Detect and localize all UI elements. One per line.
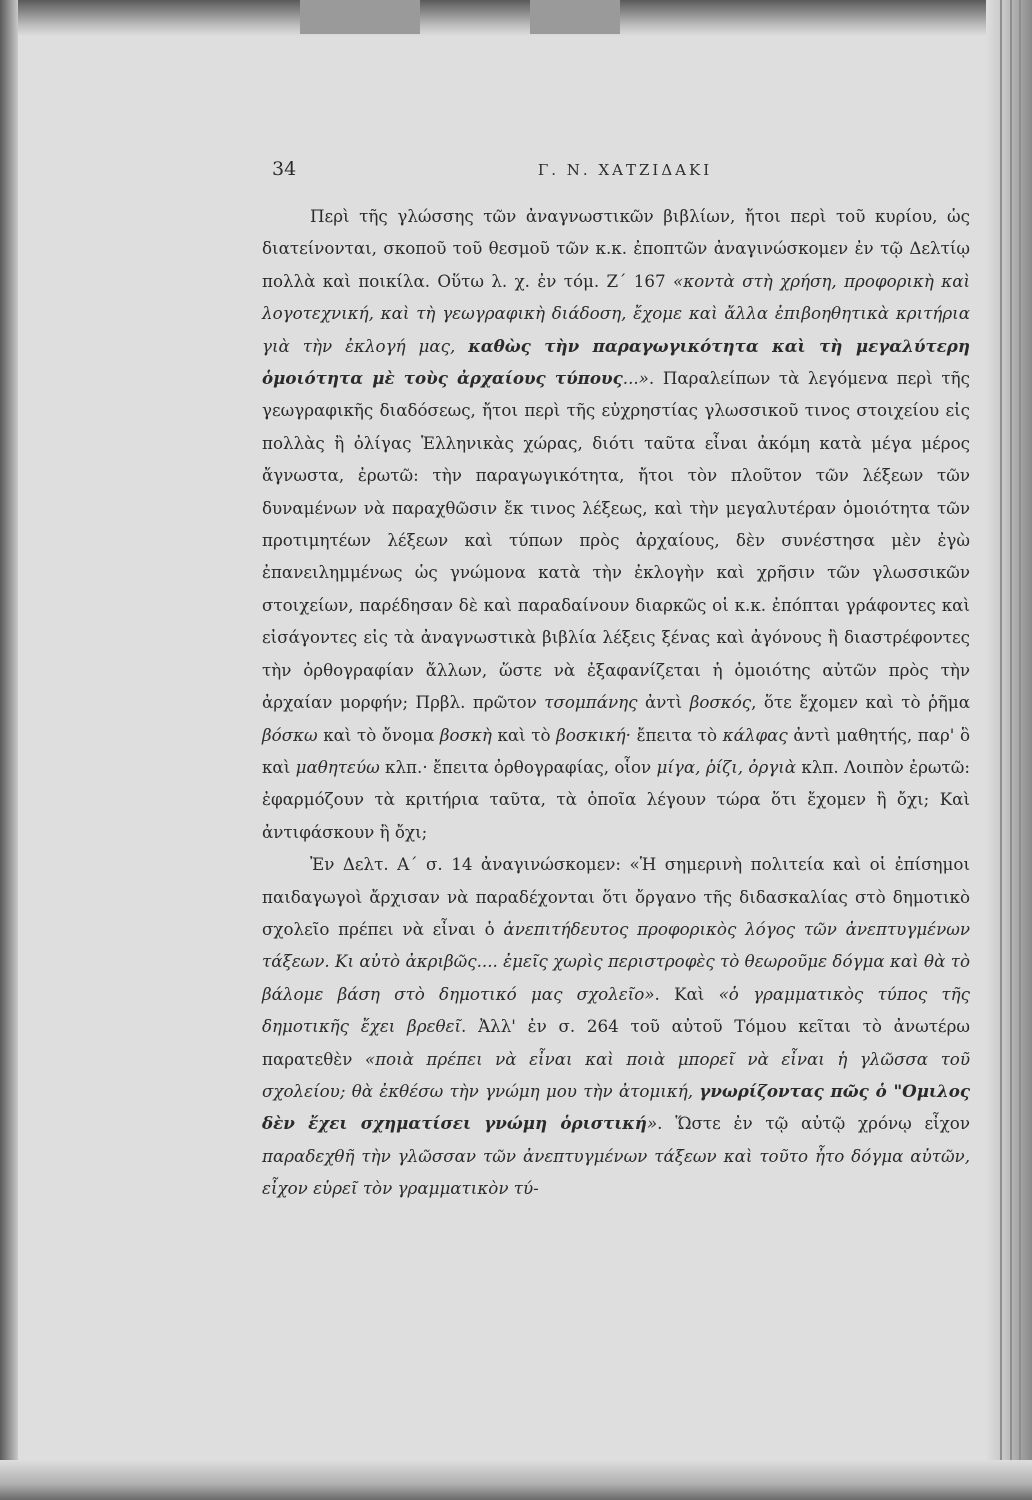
text-run: «κοντὰ στὴ χρήση, προφορικὴ καὶ λογοτεχνική, καὶ τὴ γεωγραφικὴ διάδοση, ἔχομε καὶ ἄλλα ἐπιβοηθητικὰ κριτήρια γιὰ τὴν ἐκλογή μας, [262, 270, 971, 356]
text-run: Περὶ τῆς γλώσσης τῶν ἀναγνωστικῶν βιβλίων, ἤτοι περὶ τοῦ κυρίου, ὡς διατείνονται, σκοποῦ τοῦ θεσμοῦ τῶν κ.κ. ἐποπτῶν ἀναγινώσκομεν ἐν τῷ Δελτίῳ πολλὰ καὶ ποικίλα. Οὕτω λ. χ. ἐν τόμ. Ζ΄ 167 [262, 206, 970, 291]
text-run: γνωρίζοντας πῶς ὁ "Ομιλος δὲν ἔχει σχηματίσει γνώμη ὁριστική [262, 1080, 970, 1134]
text-run: ἀνεπιτήδευτος προφορικὸς λόγος τῶν ἀνεπτυγμένων τάξεων. Κι αὐτὸ ἀκριβῶς.... ἐμεῖς χωρὶς περιστροφὲς τὸ θεωροῦμε δόγμα καὶ θὰ τὸ βάλομε βάση στὸ δημοτικό μας σχολεῖο» [262, 918, 970, 1004]
paragraph-2 [262, 848, 970, 1204]
text-run: παραδεχθῆ τὴν γλῶσσαν τῶν ἀνεπτυγμένων τάξεων [262, 1145, 717, 1166]
page-edge-bottom [0, 1460, 1032, 1500]
paragraph-1 [262, 200, 970, 848]
text-run: ἔπειτα τὸ [631, 724, 723, 745]
text-run: «ὁ γραμματικὸς τύπος τῆς δημοτικῆς ἔχει βρεθεῖ [262, 983, 970, 1037]
text-run: . Ὥστε ἐν τῷ αὐτῷ χρόνῳ εἶχον [657, 1113, 971, 1134]
text-run: βοσκὴ [439, 724, 492, 745]
text-run: . Παραλείπων τὰ λεγόμενα περὶ τῆς γεωγραφικῆς διαδόσεως, ἤτοι περὶ τῆς εὐχρηστίας γλωσσικοῦ τινος στοιχείου εἰς πολλὰς ἢ ὀλίγας Ἑλληνικὰς χώρας, διότι ταῦτα εἶναι ἀκόμη κατὰ μέγα μέρος ἄγνωστα, ἐρωτῶ: τὴν παραγωγικότητα, ἤτοι τὸν πλοῦτον τῶν λέξεων τῶν δυναμένων νὰ παραχθῶσιν ἔκ τινος λέξεως, καὶ τὴν μεγαλυτέραν ὁμοιότητα τῶν προτιμητέων λέξεων καὶ τύπων πρὸς ἀρχαίους, δὲν συνέστησα μὲν ἐγὼ ἐπανειλημμένως ὡς γνώμονα κατὰ τὴν ἐκλογὴν καὶ χρῆσιν τῶν γλωσσικῶν στοιχείων, παρέδησαν δὲ καὶ παραδαίνουν διαρκῶς οἱ κ.κ. ἐπόπται γράφοντες καὶ εἰσάγοντες εἰς τὰ ἀναγνωστικὰ βιβλία λέξεις ξένας καὶ ἀγόνους ἢ διαστρέφοντες τὴν ὀρθογραφίαν ἄλλων, ὥστε νὰ ἐξαφανίζεται ἡ ὁμοιότης αὐτῶν πρὸς τὴν ἀρχαίαν μορφήν; Πρβλ. πρῶτον [262, 368, 970, 713]
text-run: , ὅτε ἔχομεν καὶ τὸ ῥῆμα [751, 692, 970, 713]
page-edge-top [0, 0, 1032, 36]
text-run: καὶ τὸ [491, 724, 557, 745]
text-run: βοσκική· [556, 724, 631, 745]
text-run: μαθητεύω [295, 756, 380, 777]
text-run: . Καὶ [654, 983, 719, 1004]
text-run [717, 1146, 724, 1166]
text-run: κλπ. Λοιπὸν ἐρωτῶ: ἐφαρμόζουν τὰ κριτήρια ταῦτα, τὰ ὁποῖα λέγουν τώρα ὅτι ἔχομεν ἢ ὄχι; Καὶ ἀντιφάσκουν ἢ ὄχι; [262, 756, 971, 842]
text-run: Ἐν Δελτ. Α΄ σ. 14 ἀναγινώσκομεν: «Ἡ σημερινὴ πολιτεία καὶ οἱ ἐπίσημοι παιδαγωγοὶ ἄρχισαν νὰ παραδέχονται ὅτι ὄργανο τῆς διδασκαλίας στὸ δημοτικὸ σχολεῖο πρέπει νὰ εἶναι ὁ [262, 854, 970, 939]
text-run: ...» [622, 368, 649, 389]
running-head: Γ. Ν. ΧΑΤΖΙΔΑΚΙ [537, 161, 713, 179]
text-run: . Ἀλλ' ἐν σ. 264 τοῦ αὐτοῦ Τόμου κεῖται τὸ ἀνωτέρω παρατεθὲν [262, 1016, 970, 1069]
page-header [272, 158, 978, 188]
text-run: τσομπάνης [544, 692, 638, 713]
text-run: βοσκός [689, 692, 752, 713]
page-edge-left [0, 0, 18, 1500]
page-edge-right [986, 0, 1032, 1500]
text-run: καὶ τὸ ὄνομα [317, 724, 440, 745]
text-run: «ποιὰ πρέπει νὰ εἶναι καὶ ποιὰ μπορεῖ νὰ εἶναι ἡ γλῶσσα τοῦ σχολείου; θὰ ἐκθέσω τὴν γνώμη μου τὴν ἀτομική, [262, 1048, 970, 1101]
text-run: καὶ τοῦτο ἦτο δόγμα αὐτῶν, εἶχον εὑρεῖ τὸν γραμματικὸν τύ- [262, 1145, 970, 1199]
text-run: βόσκω [262, 724, 318, 745]
text-run: μίγα, ῥίζι, ὀργιὰ [656, 756, 797, 777]
text-run: κλπ.· ἔπειτα ὀρθογραφίας, οἷον [379, 756, 657, 777]
text-run: ἀντὶ [637, 692, 690, 713]
page-number: 34 [272, 158, 297, 180]
text-run: κάλφας [722, 724, 788, 745]
body-text [262, 200, 970, 1205]
text-run: » [646, 1113, 658, 1134]
text-run: ἀντὶ μαθητής, παρ' ὃ καὶ [262, 724, 970, 777]
text-run: καθὼς τὴν παραγωγικότητα καὶ τὴ μεγαλύτερη ὁμοιότητα μὲ τοὺς ἀρχαίους τύπους [262, 335, 970, 389]
